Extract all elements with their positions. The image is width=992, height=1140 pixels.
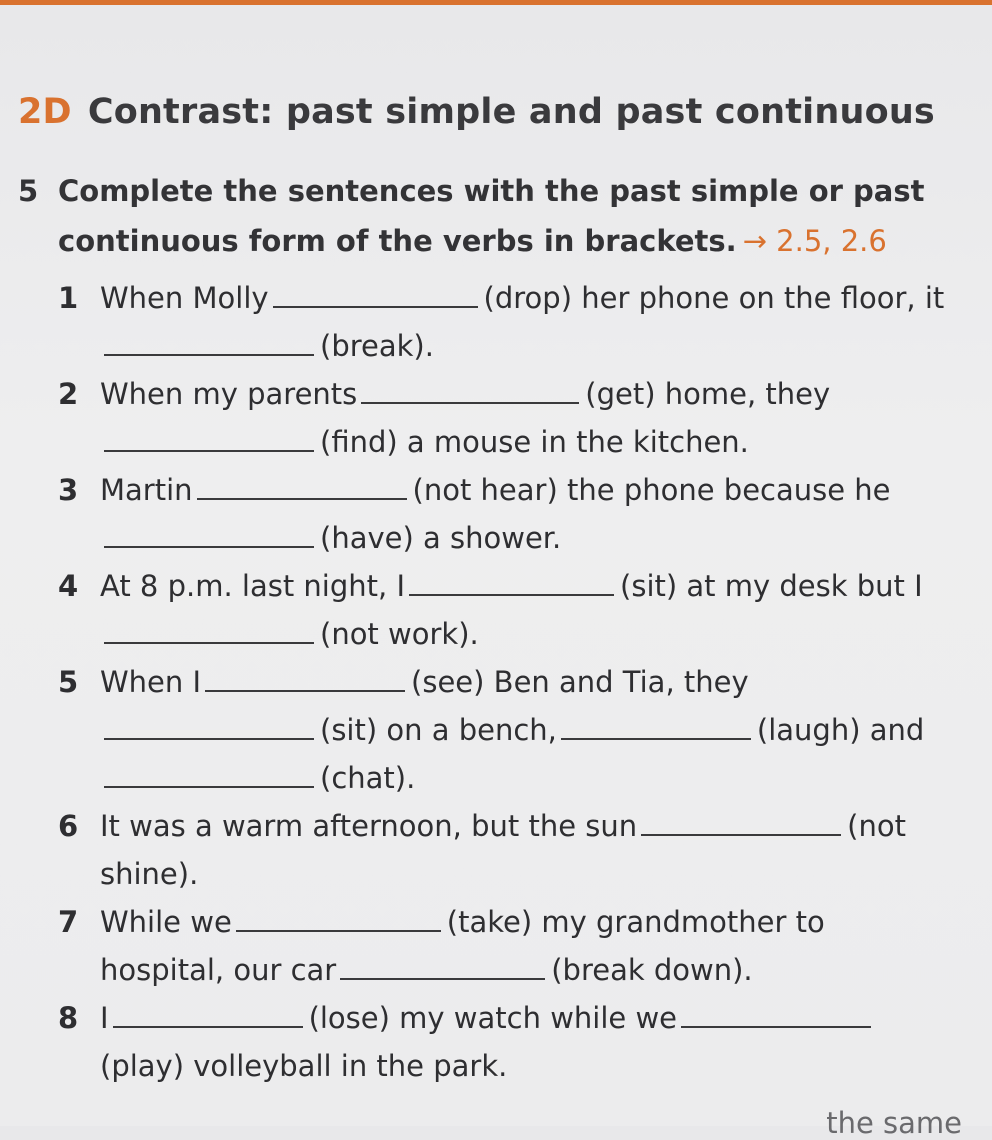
answer-blank[interactable] [641, 806, 841, 836]
page-top-stripe [0, 0, 992, 5]
item-text: (sit) at my desk but I [620, 569, 923, 603]
list-item [58, 466, 968, 562]
item-number: 8 [58, 1001, 79, 1035]
item-text: It was a warm afternoon, but the sun [100, 809, 638, 843]
list-item [58, 994, 968, 1090]
item-text: (find) a mouse in the kitchen. [320, 425, 749, 459]
item-text: When I [100, 665, 202, 699]
item-text: When my parents [100, 377, 358, 411]
cut-off-text: the same [826, 1106, 962, 1140]
item-text: Martin [100, 473, 193, 507]
item-number: 5 [58, 665, 79, 699]
item-number: 4 [58, 569, 79, 603]
answer-blank[interactable] [197, 470, 407, 500]
item-text: When Molly [100, 281, 269, 315]
answer-blank[interactable] [340, 950, 545, 980]
item-text: At 8 p.m. last night, I [100, 569, 406, 603]
answer-blank[interactable] [273, 278, 478, 308]
list-item [58, 658, 968, 802]
item-text: (have) a shower. [320, 521, 562, 555]
answer-blank[interactable] [361, 374, 579, 404]
item-number: 6 [58, 809, 79, 843]
exercise-instruction [18, 166, 958, 266]
answer-blank[interactable] [681, 998, 871, 1028]
item-number: 1 [58, 281, 79, 315]
answer-blank[interactable] [236, 902, 441, 932]
answer-blank[interactable] [104, 326, 314, 356]
item-number: 7 [58, 905, 79, 939]
item-text: (break down). [551, 953, 753, 987]
list-item [58, 802, 968, 898]
item-text: I [100, 1001, 109, 1035]
exercise-items [58, 274, 968, 1090]
instruction-line-2: continuous form of the verbs in brackets. [58, 224, 737, 258]
section-title: Contrast: past simple and past continuous [87, 92, 935, 132]
item-text: (lose) my watch while we [308, 1001, 678, 1035]
item-number: 2 [58, 377, 79, 411]
item-text: (not hear) the phone because he [412, 473, 891, 507]
answer-blank[interactable] [205, 662, 405, 692]
item-text: (take) my grandmother to [446, 905, 825, 939]
list-item [58, 898, 968, 994]
item-text: (break). [320, 329, 434, 363]
item-text: (see) Ben and Tia, they [411, 665, 749, 699]
list-item [58, 562, 968, 658]
item-text: hospital, our car [100, 953, 337, 987]
item-text: (play) volleyball in the park. [100, 1049, 508, 1083]
item-text: (chat). [320, 761, 416, 795]
item-text: (sit) on a bench, [320, 713, 557, 747]
item-text: (get) home, they [585, 377, 831, 411]
item-text: While we [100, 905, 232, 939]
answer-blank[interactable] [104, 614, 314, 644]
answer-blank[interactable] [113, 998, 303, 1028]
grammar-reference: → 2.5, 2.6 [742, 224, 887, 258]
answer-blank[interactable] [104, 758, 314, 788]
section-heading [18, 92, 935, 132]
item-text: (laugh) and [756, 713, 925, 747]
exercise-number: 5 [18, 174, 39, 208]
list-item [58, 274, 968, 370]
answer-blank[interactable] [104, 422, 314, 452]
instruction-line-1: Complete the sentences with the past simple or past [58, 174, 925, 208]
answer-blank[interactable] [104, 710, 314, 740]
item-number: 3 [58, 473, 79, 507]
unit-label: 2D [18, 92, 72, 132]
item-text: (drop) her phone on the floor, it [483, 281, 945, 315]
item-text: shine). [100, 857, 199, 891]
item-text: (not [847, 809, 906, 843]
item-text: (not work). [320, 617, 479, 651]
answer-blank[interactable] [104, 518, 314, 548]
answer-blank[interactable] [561, 710, 751, 740]
answer-blank[interactable] [409, 566, 614, 596]
list-item [58, 370, 968, 466]
